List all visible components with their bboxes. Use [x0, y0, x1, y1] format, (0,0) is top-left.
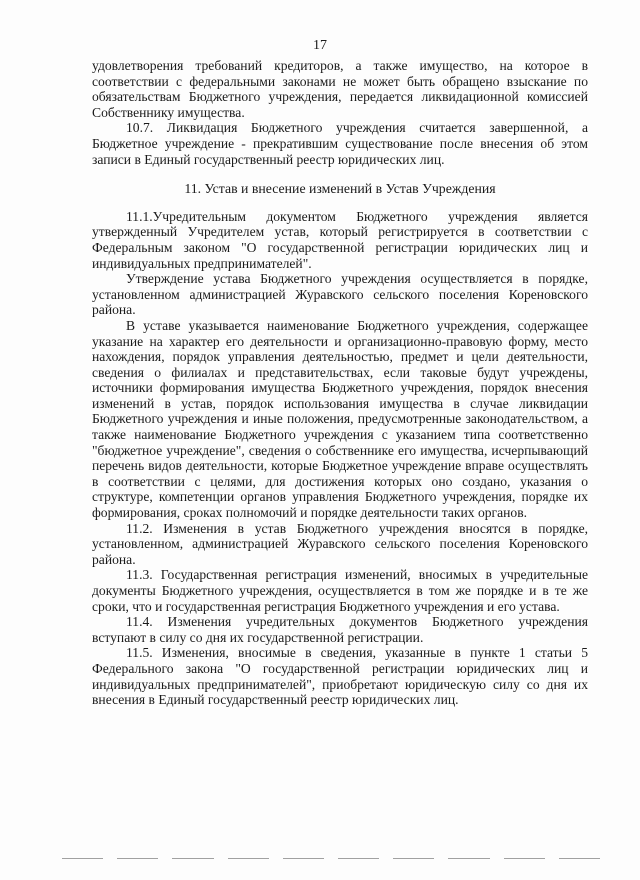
paragraph-11-4: 11.4. Изменения учредительных документов Бюджетного учреждения вступают в силу со дня их государственной регистрации.	[92, 614, 588, 645]
paragraph-11-1: 11.1.Учредительным документом Бюджетного учреждения является утвержденный Учредителем устав, который регистрируется в соответствии с Федеральным законом "О государственной регистрации юридических лиц и индивидуальных предпринимателей".	[92, 208, 588, 271]
footer-scan-line	[62, 858, 600, 864]
footer-dash	[448, 858, 489, 864]
paragraph-11-5: 11.5. Изменения, вносимые в сведения, указанные в пункте 1 статьи 5 Федерального закона "О государственной регистрации юридических лиц и индивидуальных предпринимателей", приобретают юридическую силу со дня их внесения в Единый государственный реестр юридических лиц.	[92, 645, 588, 708]
page-number: 17	[313, 38, 327, 53]
footer-dash	[172, 858, 213, 864]
section-heading: 11. Устав и внесение изменений в Устав Учреждения	[184, 181, 496, 197]
footer-dash	[504, 858, 545, 864]
paragraph-continuation: удовлетворения требований кредиторов, а также имущество, на которое в соответствии с федеральными законами не может быть обращено взыскание по обязательствам Бюджетного учреждения, передается ликвидационной комиссией Собственнику имущества.	[92, 58, 588, 120]
footer-dash	[62, 858, 103, 864]
paragraph-10-7: 10.7. Ликвидация Бюджетного учреждения считается завершенной, а Бюджетное учреждение - прекратившим существование после внесения об этом записи в Единый государственный реестр юридических лиц.	[92, 120, 588, 167]
paragraph-11-3: 11.3. Государственная регистрация изменений, вносимых в учредительные документы Бюджетного учреждения, осуществляется в том же порядке и в те же сроки, что и государственная регистрация Бюджетного учреждения и его устава.	[92, 567, 588, 614]
footer-dash	[283, 858, 324, 864]
footer-dash	[393, 858, 434, 864]
paragraph-11-1-content: В уставе указывается наименование Бюджетного учреждения, содержащее указание на характер его деятельности и организационно-правовую форму, место нахождения, порядок управления деятельностью, предмет и цели деятельности, сведения о филиалах и представительствах, если таковые будут учреждены, источники формирования имущества Бюджетного учреждения, порядок внесения изменений в устав, порядок использования имущества в случае ликвидации Бюджетного учреждения и иные положения, предусмотренные законодательством, а также наименование Бюджетного учреждения с указанием типа соответственно "бюджетное учреждение", сведения о собственнике его имущества, исчерпывающий перечень видов деятельности, которые Бюджетное учреждение вправе осуществлять в соответствии с целями, для достижения которых оно создано, указания о структуре, компетенции органов управления Бюджетного учреждения, порядке их формирования, сроках полномочий и порядке деятельности таких органов.	[92, 317, 588, 521]
footer-dash	[338, 858, 379, 864]
paragraph-11-2: 11.2. Изменения в устав Бюджетного учреждения вносятся в порядке, установленном, администрацией Журавского сельского поселения Кореновского района.	[92, 520, 588, 567]
footer-dash	[117, 858, 158, 864]
footer-dash	[228, 858, 269, 864]
paragraph-11-1-approval: Утверждение устава Бюджетного учреждения осуществляется в порядке, установленном администрацией Журавского сельского поселения Кореновского района.	[92, 271, 588, 318]
footer-dash	[559, 858, 600, 864]
document-body	[92, 58, 588, 708]
